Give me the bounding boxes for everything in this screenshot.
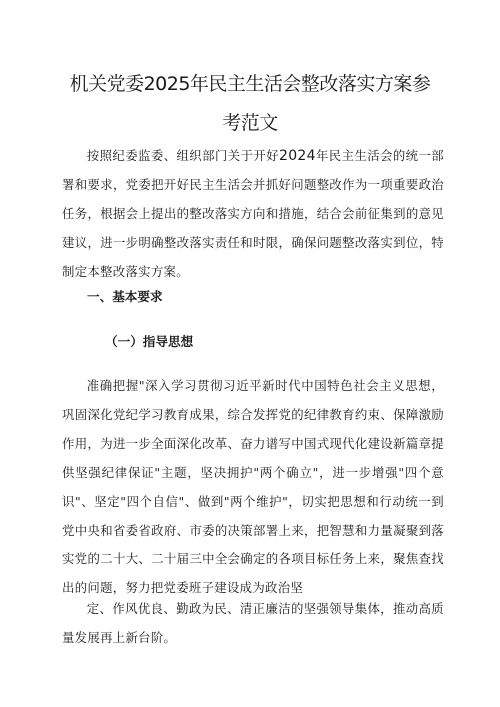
guiding-thought-block — [62, 372, 444, 603]
continuation-block — [62, 595, 444, 653]
guiding-thought-paragraph: 准确把握"深入学习贯彻习近平新时代中国特色社会主义思想，巩固深化党纪学习教育成果，综合发挥党的纪律教育约束、保障激励作用，为进一步全面深化改革、奋力谱写中国式现代化建设新篇章提供坚强纪律保证"主题，坚决拥护"两个确立"，进一步增强"四个意识"、坚定"四个自信"、做到"两个维护"，切实把思想和行动统一到党中央和省委省政府、市委的决策部署上来，把智慧和力量凝聚到落实党的二十大、二十届三中全会确定的各项目标任务上来，聚焦查找出的问题，努力把党委班子建设成为政治坚 — [62, 378, 444, 596]
intro-year: 2024 — [279, 148, 316, 164]
intro-text-a: 按照纪委监委、组织部门关于开好 — [86, 148, 280, 163]
section-heading: 一、基本要求 — [87, 289, 163, 304]
continuation-paragraph: 定、作风优良、勤政为民、清正廉洁的坚强领导集体，推动高质量发展再上新台阶。 — [62, 601, 444, 645]
intro-block — [62, 142, 444, 287]
subsection-heading: （一）指导思想 — [105, 334, 194, 349]
document-title-line1: 机关党委2025年民主生活会整改落实方案参 — [69, 73, 431, 95]
intro-text-b: 年民主生活会的统一部署和要求，党委把开好民主生活会并抓好问题整改作为一项重要政治任务，根据会上提出的整改落实方向和措施，结合会前征集到的意见建议，进一步明确整改落实责任和时限，确保问题整改落实到位，特制定本整改落实方案。 — [62, 148, 445, 279]
intro-paragraph — [62, 142, 444, 287]
document-title-line2: 考范文 — [222, 112, 278, 134]
